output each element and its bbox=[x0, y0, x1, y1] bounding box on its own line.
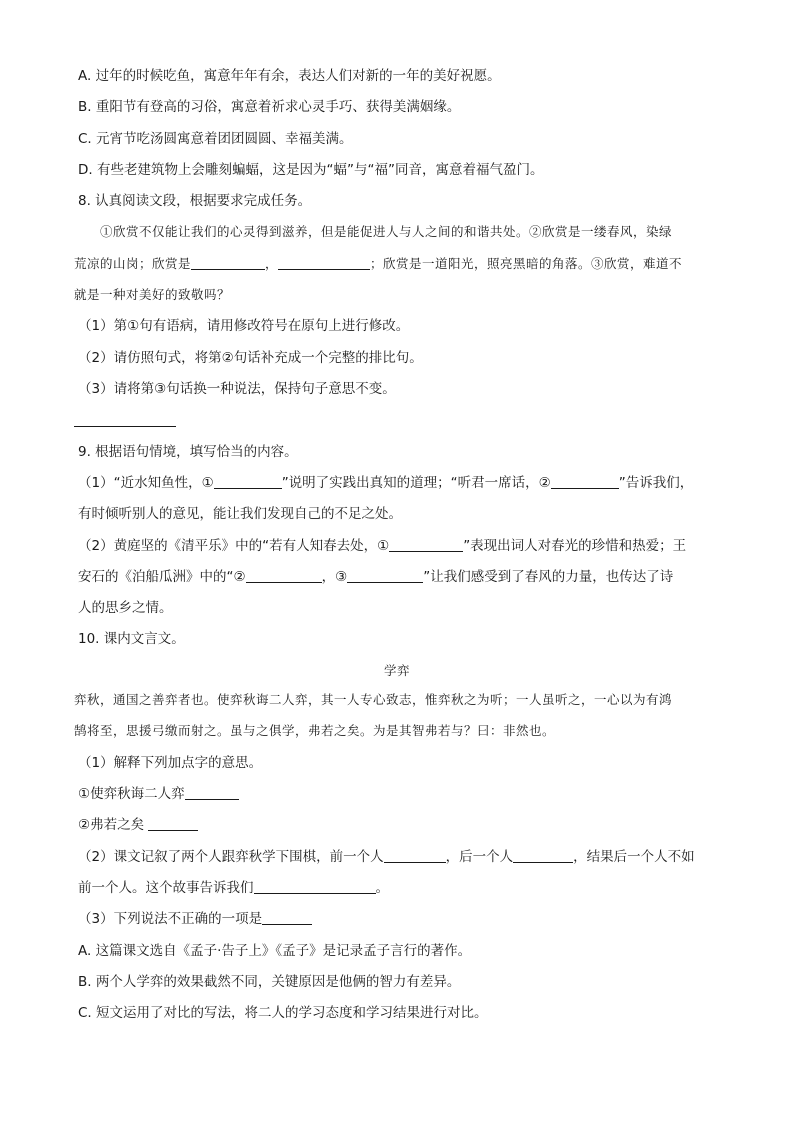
q9-part2-line2 bbox=[78, 567, 734, 587]
q8-passage-seg2: ， bbox=[265, 256, 279, 271]
q8-answer-line[interactable] bbox=[74, 426, 176, 427]
q10-task-2-seg1: （2）课文记叙了两个人跟弈秋学下围棋，前一个人 bbox=[78, 849, 384, 865]
q9-part1-line1 bbox=[78, 473, 734, 493]
q10-blank-3[interactable] bbox=[384, 847, 446, 863]
q9-part2-seg3: 安石的《泊船瓜洲》中的“② bbox=[78, 569, 246, 585]
q10-task-2-line1 bbox=[78, 847, 734, 867]
q9-blank-2[interactable] bbox=[551, 473, 619, 489]
q9-part1-seg1: （1）“近水知鱼性，① bbox=[78, 475, 214, 491]
q10-task-3 bbox=[78, 909, 734, 929]
q8-passage-seg3: ；欣赏是一道阳光，照亮黑暗的角落。③欣赏，难道不 bbox=[370, 256, 683, 271]
q10-task-2-line2 bbox=[78, 878, 734, 898]
q8-passage-line1: ①欣赏不仅能让我们的心灵得到滋养，但是能促进人与人之间的和谐共处。②欣赏是一缕春风，染绿 bbox=[100, 224, 673, 239]
q9-part1-seg2: ”说明了实践出真知的道理；“听君一席话，② bbox=[281, 475, 551, 491]
q7-option-c: C. 元宵节吃汤圆寓意着团团圆圆、幸福美满。 bbox=[78, 131, 353, 147]
q10-blank-2[interactable] bbox=[148, 815, 198, 831]
q10-item-2-text: ②弗若之矣 bbox=[78, 817, 149, 833]
q10-option-a: A. 这篇课文选自《孟子·告子上》《孟子》是记录孟子言行的著作。 bbox=[78, 943, 472, 959]
q9-part2-seg1: （2）黄庭坚的《清平乐》中的“若有人知春去处，① bbox=[78, 538, 390, 554]
q9-part2-seg2: ”表现出词人对春光的珍惜和热爱；王 bbox=[463, 538, 687, 554]
q8-title: 8. 认真阅读文段，根据要求完成任务。 bbox=[78, 193, 312, 209]
q8-passage-seg1: 荒凉的山岗；欣赏是 bbox=[74, 256, 192, 271]
q8-task-2: （2）请仿照句式，将第②句话补充成一个完整的排比句。 bbox=[78, 350, 423, 366]
q9-blank-3[interactable] bbox=[389, 536, 463, 552]
q10-task-2-seg2: ，后一个人 bbox=[445, 849, 514, 865]
q8-task-1: （1）第①句有语病，请用修改符号在原句上进行修改。 bbox=[78, 318, 410, 334]
q10-blank-1[interactable] bbox=[185, 784, 239, 800]
q10-item-1-text: ①使弈秋诲二人弈 bbox=[78, 786, 185, 802]
q10-task-2-seg3: ，结果后一个人不如 bbox=[573, 849, 695, 865]
q10-task-2-seg4: 前一个人。这个故事告诉我们 bbox=[78, 880, 254, 896]
q9-part2-line1 bbox=[78, 536, 734, 556]
q10-passage-line1: 弈秋，通国之善弈者也。使弈秋诲二人弈，其一人专心致志，惟弈秋之为听；一人虽听之，一心以为有鸿 bbox=[74, 692, 673, 707]
q10-passage-line2: 鹄将至，思援弓缴而射之。虽与之俱学，弗若之矣。为是其智弗若与？曰：非然也。 bbox=[74, 723, 556, 738]
q10-item-2 bbox=[78, 815, 734, 835]
q10-blank-5[interactable] bbox=[254, 878, 376, 894]
q10-task-2-seg5: 。 bbox=[375, 880, 389, 896]
q8-blank-1[interactable] bbox=[191, 254, 265, 270]
q10-title: 10. 课内文言文。 bbox=[78, 631, 185, 647]
q9-part2-line3: 人的思乡之情。 bbox=[78, 600, 173, 616]
q8-blank-2[interactable] bbox=[278, 254, 370, 270]
q9-part1-seg3: ”告诉我们， bbox=[618, 475, 694, 491]
q10-item-1 bbox=[78, 784, 734, 804]
q9-blank-5[interactable] bbox=[347, 567, 423, 583]
q10-task-3-text: （3）下列说法不正确的一项是 bbox=[78, 911, 263, 927]
q7-option-a: A. 过年的时候吃鱼，寓意年年有余，表达人们对新的一年的美好祝愿。 bbox=[78, 68, 501, 84]
q10-blank-4[interactable] bbox=[513, 847, 573, 863]
q9-blank-1[interactable] bbox=[214, 473, 282, 489]
q7-option-d: D. 有些老建筑物上会雕刻蝙蝠，这是因为“蝠”与“福”同音，寓意着福气盈门。 bbox=[78, 162, 544, 178]
q7-option-b: B. 重阳节有登高的习俗，寓意着祈求心灵手巧、获得美满姻缘。 bbox=[78, 99, 461, 115]
q10-passage-title: 学弈 bbox=[383, 663, 410, 678]
q9-part1-line2: 有时倾听别人的意见，能让我们发现自己的不足之处。 bbox=[78, 506, 402, 522]
q10-option-b: B. 两个人学弈的效果截然不同，关键原因是他俩的智力有差异。 bbox=[78, 974, 461, 990]
q9-blank-4[interactable] bbox=[246, 567, 322, 583]
q9-part2-seg4: ，③ bbox=[321, 569, 348, 585]
q8-passage-line3: 就是一种对美好的致敬吗？ bbox=[74, 287, 231, 302]
q10-blank-6[interactable] bbox=[262, 909, 312, 925]
q10-option-c: C. 短文运用了对比的写法，将二人的学习态度和学习结果进行对比。 bbox=[78, 1005, 488, 1021]
q10-task-1: （1）解释下列加点字的意思。 bbox=[78, 755, 263, 771]
q8-passage-line2 bbox=[74, 254, 734, 274]
q9-title: 9. 根据语句情境，填写恰当的内容。 bbox=[78, 444, 298, 460]
q8-task-3: （3）请将第③句话换一种说法，保持句子意思不变。 bbox=[78, 381, 396, 397]
q9-part2-seg5: ”让我们感受到了春风的力量，也传达了诗 bbox=[423, 569, 674, 585]
